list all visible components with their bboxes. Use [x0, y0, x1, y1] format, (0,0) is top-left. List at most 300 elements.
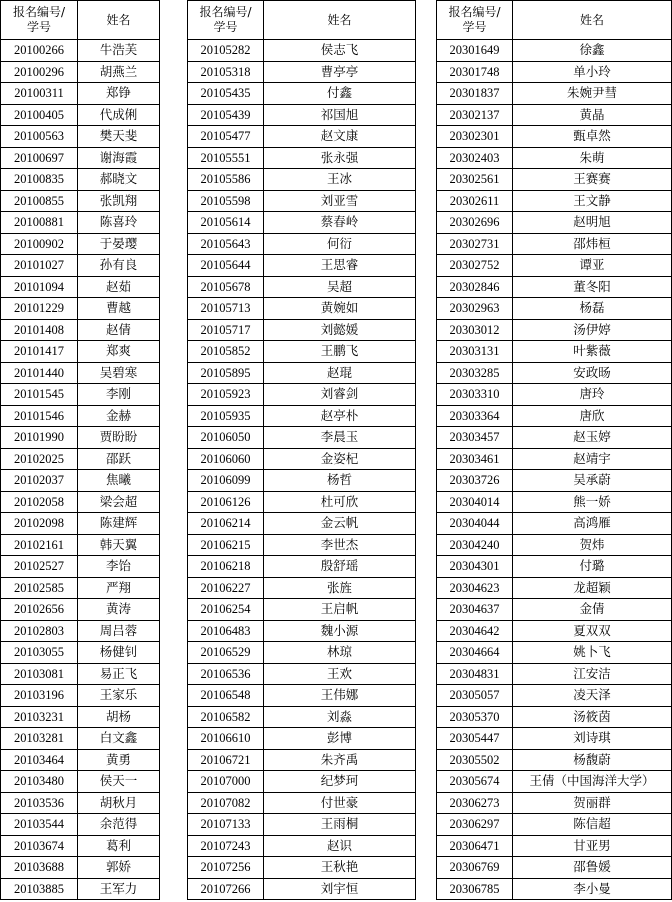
registration-id-cell: 20303726: [437, 470, 513, 492]
registration-id-cell: 20107082: [188, 792, 264, 814]
registration-id-cell: 20302731: [437, 233, 513, 255]
table-row: [1, 212, 160, 234]
name-cell: 殷舒瑶: [264, 556, 416, 578]
table-row: [188, 513, 416, 535]
name-cell: 祁国旭: [264, 104, 416, 126]
table-row: [437, 491, 672, 513]
name-cell: 余范得: [78, 814, 160, 836]
table-row: [1, 878, 160, 900]
registration-id-cell: 20107243: [188, 835, 264, 857]
registration-id-cell: 20105717: [188, 319, 264, 341]
table-row: [437, 599, 672, 621]
table-row: [1, 771, 160, 793]
registration-id-cell: 20102025: [1, 448, 78, 470]
table-row: [188, 470, 416, 492]
table-row: [188, 728, 416, 750]
table-row: [188, 620, 416, 642]
registration-id-cell: 20106050: [188, 427, 264, 449]
name-cell: 郑爽: [78, 341, 160, 363]
registration-id-cell: 20106214: [188, 513, 264, 535]
registration-id-cell: 20105598: [188, 190, 264, 212]
name-cell: 赵玉婷: [513, 427, 672, 449]
name-cell: 郝晓文: [78, 169, 160, 191]
registration-id-cell: 20102161: [1, 534, 78, 556]
id-column-header: 报名编号/ 学号: [188, 1, 264, 40]
registration-id-cell: 20100563: [1, 126, 78, 148]
name-cell: 朱婉尹彗: [513, 83, 672, 105]
registration-id-cell: 20106529: [188, 642, 264, 664]
name-cell: 谭亚: [513, 255, 672, 277]
name-cell: 刘宇恒: [264, 878, 416, 900]
registration-id-cell: 20306785: [437, 878, 513, 900]
id-column-header: 报名编号/ 学号: [437, 1, 513, 40]
name-cell: 杨磊: [513, 298, 672, 320]
table-row: [437, 556, 672, 578]
registration-id-cell: 20106483: [188, 620, 264, 642]
name-cell: 王伟娜: [264, 685, 416, 707]
table-row: [188, 341, 416, 363]
table-row: [1, 169, 160, 191]
table-row: [188, 255, 416, 277]
name-cell: 孙有良: [78, 255, 160, 277]
id-column-header: 报名编号/ 学号: [1, 1, 78, 40]
registration-id-cell: 20107000: [188, 771, 264, 793]
name-cell: 李世杰: [264, 534, 416, 556]
registration-id-cell: 20100405: [1, 104, 78, 126]
registration-id-cell: 20106099: [188, 470, 264, 492]
registration-id-cell: 20301649: [437, 40, 513, 62]
table-row: [437, 212, 672, 234]
table-row: [437, 169, 672, 191]
registration-id-cell: 20101440: [1, 362, 78, 384]
name-cell: 王雨桐: [264, 814, 416, 836]
name-cell: 甄卓然: [513, 126, 672, 148]
table-row: [188, 706, 416, 728]
name-cell: 邵鲁媛: [513, 857, 672, 879]
table-row: [188, 642, 416, 664]
name-cell: 王欢: [264, 663, 416, 685]
name-cell: 黄勇: [78, 749, 160, 771]
table-row: [1, 405, 160, 427]
name-cell: 付鑫: [264, 83, 416, 105]
registration-id-cell: 20106254: [188, 599, 264, 621]
table-row: [437, 470, 672, 492]
table-row: [437, 706, 672, 728]
name-cell: 赵亭朴: [264, 405, 416, 427]
registration-id-cell: 20302963: [437, 298, 513, 320]
registration-id-cell: 20105895: [188, 362, 264, 384]
name-cell: 赵文康: [264, 126, 416, 148]
registration-id-cell: 20105477: [188, 126, 264, 148]
registration-id-cell: 20101408: [1, 319, 78, 341]
name-cell: 杨哲: [264, 470, 416, 492]
table-row: [1, 513, 160, 535]
name-cell: 朱萌: [513, 147, 672, 169]
registration-id-cell: 20102527: [1, 556, 78, 578]
registration-id-cell: 20306273: [437, 792, 513, 814]
table-row: [188, 771, 416, 793]
name-cell: 纪梦珂: [264, 771, 416, 793]
registration-id-cell: 20302403: [437, 147, 513, 169]
registration-id-cell: 20303364: [437, 405, 513, 427]
registration-id-cell: 20103536: [1, 792, 78, 814]
registration-id-cell: 20103055: [1, 642, 78, 664]
registration-id-cell: 20302301: [437, 126, 513, 148]
registration-id-cell: 20304240: [437, 534, 513, 556]
header-row: [188, 1, 416, 40]
name-cell: 李晨玉: [264, 427, 416, 449]
name-cell: 吴承蔚: [513, 470, 672, 492]
table-row: [188, 814, 416, 836]
name-cell: 白文鑫: [78, 728, 160, 750]
name-cell: 金云帆: [264, 513, 416, 535]
header-row: [1, 1, 160, 40]
registration-id-cell: 20103196: [1, 685, 78, 707]
table-row: [1, 427, 160, 449]
table-row: [1, 147, 160, 169]
registration-id-cell: 20305447: [437, 728, 513, 750]
name-cell: 陈喜玲: [78, 212, 160, 234]
name-cell: 叶紫薇: [513, 341, 672, 363]
registration-id-cell: 20107133: [188, 814, 264, 836]
table-row: [437, 405, 672, 427]
name-cell: 魏小源: [264, 620, 416, 642]
table-row: [1, 319, 160, 341]
table-row: [437, 319, 672, 341]
registration-id-cell: 20304014: [437, 491, 513, 513]
name-cell: 刘睿剑: [264, 384, 416, 406]
table-row: [1, 792, 160, 814]
registration-id-cell: 20306471: [437, 835, 513, 857]
table-row: [188, 384, 416, 406]
registration-id-cell: 20101546: [1, 405, 78, 427]
table-row: [437, 233, 672, 255]
table-row: [437, 685, 672, 707]
name-cell: 侯天一: [78, 771, 160, 793]
name-cell: 曹越: [78, 298, 160, 320]
table-row: [188, 534, 416, 556]
table-row: [1, 40, 160, 62]
name-cell: 李小曼: [513, 878, 672, 900]
table-row: [1, 556, 160, 578]
name-cell: 张永强: [264, 147, 416, 169]
name-cell: 杨健钊: [78, 642, 160, 664]
table-row: [437, 878, 672, 900]
name-cell: 赵识: [264, 835, 416, 857]
table-row: [188, 190, 416, 212]
table-row: [1, 599, 160, 621]
name-cell: 彭博: [264, 728, 416, 750]
name-cell: 唐玲: [513, 384, 672, 406]
table-row: [437, 534, 672, 556]
registration-id-cell: 20101545: [1, 384, 78, 406]
table-row: [1, 233, 160, 255]
name-cell: 夏双双: [513, 620, 672, 642]
name-cell: 高鸿雁: [513, 513, 672, 535]
registration-id-cell: 20105678: [188, 276, 264, 298]
name-cell: 焦曦: [78, 470, 160, 492]
table-row: [437, 362, 672, 384]
name-cell: 刘懿媛: [264, 319, 416, 341]
table-row: [1, 61, 160, 83]
registration-id-cell: 20105713: [188, 298, 264, 320]
name-cell: 樊天斐: [78, 126, 160, 148]
name-cell: 黄涛: [78, 599, 160, 621]
name-cell: 梁会超: [78, 491, 160, 513]
registration-id-cell: 20107266: [188, 878, 264, 900]
table-row: [188, 83, 416, 105]
registration-id-cell: 20105439: [188, 104, 264, 126]
registration-id-cell: 20303461: [437, 448, 513, 470]
table-row: [437, 255, 672, 277]
table-row: [437, 792, 672, 814]
name-cell: 安政旸: [513, 362, 672, 384]
table-row: [1, 83, 160, 105]
registration-id-cell: 20103231: [1, 706, 78, 728]
roster-table-1: [0, 0, 160, 900]
registration-id-cell: 20102803: [1, 620, 78, 642]
table-row: [1, 190, 160, 212]
table-row: [437, 513, 672, 535]
registration-id-cell: 20100311: [1, 83, 78, 105]
table-row: [437, 663, 672, 685]
name-cell: 赵倩: [78, 319, 160, 341]
name-cell: 赵琨: [264, 362, 416, 384]
name-cell: 周吕蓉: [78, 620, 160, 642]
table-row: [437, 104, 672, 126]
table-row: [188, 857, 416, 879]
registration-id-cell: 20105852: [188, 341, 264, 363]
registration-id-cell: 20103480: [1, 771, 78, 793]
registration-id-cell: 20106721: [188, 749, 264, 771]
table-row: [1, 685, 160, 707]
table-row: [437, 83, 672, 105]
name-cell: 郭娇: [78, 857, 160, 879]
registration-id-cell: 20106218: [188, 556, 264, 578]
name-cell: 黄晶: [513, 104, 672, 126]
name-column-header: 姓名: [264, 1, 416, 40]
name-column-header: 姓名: [78, 1, 160, 40]
table-row: [437, 620, 672, 642]
table-row: [437, 749, 672, 771]
name-cell: 邵跃: [78, 448, 160, 470]
table-row: [1, 448, 160, 470]
registration-id-cell: 20105586: [188, 169, 264, 191]
registration-id-cell: 20100697: [1, 147, 78, 169]
registration-id-cell: 20103081: [1, 663, 78, 685]
table-row: [188, 599, 416, 621]
registration-id-cell: 20105435: [188, 83, 264, 105]
table-row: [188, 405, 416, 427]
name-cell: 王秋艳: [264, 857, 416, 879]
table-row: [1, 642, 160, 664]
table-row: [188, 577, 416, 599]
table-row: [1, 663, 160, 685]
name-cell: 凌天泽: [513, 685, 672, 707]
name-cell: 韩天翼: [78, 534, 160, 556]
name-cell: 贺炜: [513, 534, 672, 556]
registration-id-cell: 20301748: [437, 61, 513, 83]
table-row: [1, 298, 160, 320]
registration-id-cell: 20100881: [1, 212, 78, 234]
registration-id-cell: 20303285: [437, 362, 513, 384]
registration-id-cell: 20303457: [437, 427, 513, 449]
table-row: [437, 857, 672, 879]
table-row: [188, 663, 416, 685]
name-cell: 刘亚雪: [264, 190, 416, 212]
name-cell: 董冬阳: [513, 276, 672, 298]
name-cell: 邵炜桓: [513, 233, 672, 255]
registration-id-cell: 20103688: [1, 857, 78, 879]
name-cell: 江安洁: [513, 663, 672, 685]
roster-table-2: [187, 0, 416, 900]
registration-id-cell: 20100266: [1, 40, 78, 62]
name-cell: 刘诗琪: [513, 728, 672, 750]
table-row: [437, 147, 672, 169]
table-row: [188, 212, 416, 234]
table-row: [437, 814, 672, 836]
name-cell: 单小玲: [513, 61, 672, 83]
name-cell: 王文静: [513, 190, 672, 212]
registration-id-cell: 20303012: [437, 319, 513, 341]
name-cell: 王军力: [78, 878, 160, 900]
table-row: [437, 61, 672, 83]
table-row: [1, 341, 160, 363]
name-cell: 郑铮: [78, 83, 160, 105]
name-cell: 王冰: [264, 169, 416, 191]
table-row: [437, 771, 672, 793]
table-row: [1, 104, 160, 126]
roster-table-3: [436, 0, 672, 900]
name-cell: 龙超颖: [513, 577, 672, 599]
name-cell: 于晏璎: [78, 233, 160, 255]
registration-id-cell: 20106126: [188, 491, 264, 513]
name-cell: 杜可欣: [264, 491, 416, 513]
table-row: [188, 276, 416, 298]
registration-id-cell: 20105551: [188, 147, 264, 169]
registration-id-cell: 20304664: [437, 642, 513, 664]
registration-id-cell: 20105614: [188, 212, 264, 234]
name-cell: 胡杨: [78, 706, 160, 728]
registration-id-cell: 20105935: [188, 405, 264, 427]
name-cell: 牛浩芙: [78, 40, 160, 62]
registration-id-cell: 20106215: [188, 534, 264, 556]
table-row: [1, 470, 160, 492]
name-cell: 葛利: [78, 835, 160, 857]
registration-id-cell: 20101094: [1, 276, 78, 298]
registration-id-cell: 20303310: [437, 384, 513, 406]
registration-id-cell: 20100835: [1, 169, 78, 191]
table-row: [188, 427, 416, 449]
name-cell: 胡秋月: [78, 792, 160, 814]
table-row: [437, 577, 672, 599]
table-row: [1, 814, 160, 836]
registration-id-cell: 20301837: [437, 83, 513, 105]
table-row: [188, 319, 416, 341]
name-cell: 王家乐: [78, 685, 160, 707]
name-cell: 陈信超: [513, 814, 672, 836]
registration-id-cell: 20304637: [437, 599, 513, 621]
table-row: [437, 276, 672, 298]
table-row: [188, 362, 416, 384]
registration-id-cell: 20102098: [1, 513, 78, 535]
name-cell: 熊一娇: [513, 491, 672, 513]
name-column-header: 姓名: [513, 1, 672, 40]
registration-id-cell: 20303131: [437, 341, 513, 363]
table-row: [1, 255, 160, 277]
registration-id-cell: 20306297: [437, 814, 513, 836]
table-row: [188, 878, 416, 900]
registration-id-cell: 20100902: [1, 233, 78, 255]
registration-id-cell: 20106536: [188, 663, 264, 685]
registration-id-cell: 20102058: [1, 491, 78, 513]
name-cell: 金倩: [513, 599, 672, 621]
name-cell: 黄婉如: [264, 298, 416, 320]
table-row: [188, 835, 416, 857]
name-cell: 贾盼盼: [78, 427, 160, 449]
registration-id-cell: 20305502: [437, 749, 513, 771]
table-row: [1, 835, 160, 857]
table-row: [437, 728, 672, 750]
registration-id-cell: 20103544: [1, 814, 78, 836]
registration-id-cell: 20100855: [1, 190, 78, 212]
table-row: [188, 491, 416, 513]
registration-id-cell: 20304831: [437, 663, 513, 685]
table-row: [1, 491, 160, 513]
registration-id-cell: 20103464: [1, 749, 78, 771]
name-cell: 何衍: [264, 233, 416, 255]
name-cell: 朱齐禹: [264, 749, 416, 771]
table-row: [188, 749, 416, 771]
registration-id-cell: 20101990: [1, 427, 78, 449]
table-row: [437, 190, 672, 212]
registration-id-cell: 20302137: [437, 104, 513, 126]
name-cell: 严翔: [78, 577, 160, 599]
registration-id-cell: 20103885: [1, 878, 78, 900]
name-cell: 甘亚男: [513, 835, 672, 857]
name-cell: 曹亭亭: [264, 61, 416, 83]
name-cell: 贺丽群: [513, 792, 672, 814]
registration-id-cell: 20304044: [437, 513, 513, 535]
name-cell: 汤筱茵: [513, 706, 672, 728]
name-cell: 唐欣: [513, 405, 672, 427]
registration-id-cell: 20105923: [188, 384, 264, 406]
table-row: [437, 448, 672, 470]
name-cell: 蔡春岭: [264, 212, 416, 234]
table-row: [1, 857, 160, 879]
name-cell: 王鹏飞: [264, 341, 416, 363]
name-cell: 汤伊婷: [513, 319, 672, 341]
name-cell: 金姿杞: [264, 448, 416, 470]
table-row: [1, 126, 160, 148]
name-cell: 赵靖宇: [513, 448, 672, 470]
name-cell: 易正飞: [78, 663, 160, 685]
name-cell: 林琼: [264, 642, 416, 664]
table-row: [188, 169, 416, 191]
table-row: [1, 706, 160, 728]
registration-id-cell: 20100296: [1, 61, 78, 83]
registration-id-cell: 20101027: [1, 255, 78, 277]
table-row: [437, 427, 672, 449]
registration-id-cell: 20302561: [437, 169, 513, 191]
table-row: [188, 40, 416, 62]
registration-id-cell: 20302696: [437, 212, 513, 234]
registration-id-cell: 20101229: [1, 298, 78, 320]
table-row: [1, 577, 160, 599]
name-cell: 赵茹: [78, 276, 160, 298]
table-row: [1, 620, 160, 642]
name-cell: 陈建辉: [78, 513, 160, 535]
